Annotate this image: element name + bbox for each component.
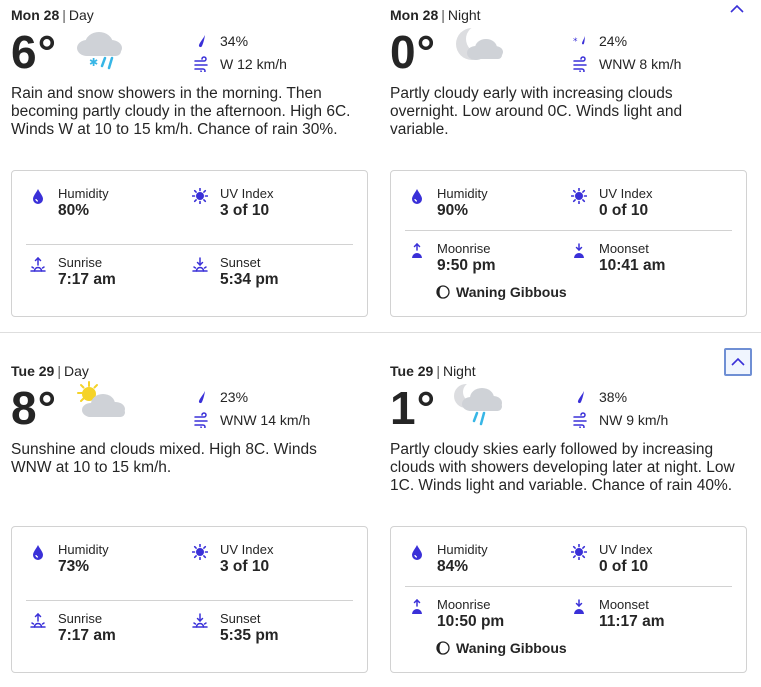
raindrop-icon	[194, 33, 210, 49]
day-block-tue-29	[0, 356, 761, 687]
uv-sun-icon	[571, 188, 587, 204]
date-label: Mon 28	[11, 7, 60, 23]
uv-sun-icon	[571, 544, 587, 560]
day-column	[11, 356, 371, 687]
period-header: Tue 29 | Night	[390, 363, 476, 379]
sunrise-icon	[30, 613, 46, 629]
night-column	[390, 356, 750, 687]
date-label: Tue 29	[11, 363, 55, 379]
sun-cloud-icon	[73, 380, 127, 428]
waning-gibbous-icon	[436, 285, 450, 299]
rain-snow-small-icon	[573, 33, 589, 49]
details-card	[390, 170, 747, 317]
humidity-icon	[30, 544, 46, 560]
uv-index: UV Index 0 of 10	[571, 186, 652, 220]
wind: WNW 14 km/h	[194, 412, 310, 428]
humidity-icon	[30, 188, 46, 204]
moon-cloud-rain-icon	[452, 380, 506, 428]
humidity-icon	[409, 544, 425, 560]
rain-chance: 34%	[194, 33, 248, 49]
uv-sun-icon	[192, 544, 208, 560]
forecast-description: Partly cloudy skies early followed by increasing clouds with showers developing later at night. Low 1C. Winds light and variable. Chance of rain 40%.	[390, 441, 735, 494]
moonset: Moonset 11:17 am	[571, 597, 665, 631]
raindrop-icon	[194, 389, 210, 405]
sunset-icon	[192, 257, 208, 273]
rain-chance: 23%	[194, 389, 248, 405]
moonset-icon	[571, 243, 587, 259]
sunrise-icon	[30, 257, 46, 273]
details-card	[390, 526, 747, 673]
collapse-button[interactable]	[724, 348, 752, 376]
moonset-icon	[571, 599, 587, 615]
wind: WNW 8 km/h	[573, 56, 681, 72]
moon-cloud-icon	[452, 24, 506, 72]
svg-text:✱: ✱	[89, 56, 99, 69]
wind: NW 9 km/h	[573, 412, 668, 428]
sunrise: Sunrise 7:17 am	[30, 611, 116, 645]
sunset-icon	[192, 613, 208, 629]
temperature: 6°	[11, 26, 57, 78]
raindrop-icon	[573, 389, 589, 405]
forecast-description: Partly cloudy early with increasing clouds overnight. Low around 0C. Winds light and variable.	[390, 85, 683, 138]
uv-index: UV Index 0 of 10	[571, 542, 652, 576]
humidity: Humidity 90%	[409, 186, 488, 220]
divider	[405, 586, 732, 587]
uv-sun-icon	[192, 188, 208, 204]
uv-index: UV Index 3 of 10	[192, 542, 273, 576]
period-label: Day	[68, 7, 94, 23]
period-header: Tue 29 | Day	[11, 363, 89, 379]
humidity: Humidity 73%	[30, 542, 109, 576]
period-label: Night	[442, 363, 476, 379]
forecast-description: Rain and snow showers in the morning. Then becoming partly cloudy in the afternoon. High 6C. Winds W at 10 to 15 km/h. Chance of rain 30%.	[11, 85, 351, 138]
divider	[26, 244, 353, 245]
divider	[26, 600, 353, 601]
divider	[405, 230, 732, 231]
temperature: 8°	[11, 382, 57, 434]
wind-icon	[573, 56, 589, 72]
moonrise: Moonrise 9:50 pm	[409, 241, 496, 275]
moonrise-icon	[409, 243, 425, 259]
sunrise: Sunrise 7:17 am	[30, 255, 116, 289]
moonrise-icon	[409, 599, 425, 615]
night-column	[390, 0, 750, 332]
wind-icon	[573, 412, 589, 428]
humidity: Humidity 84%	[409, 542, 488, 576]
sunset: Sunset 5:35 pm	[192, 611, 279, 645]
collapse-button[interactable]	[724, 0, 750, 22]
details-card	[11, 170, 368, 317]
sunset: Sunset 5:34 pm	[192, 255, 279, 289]
humidity-icon	[409, 188, 425, 204]
date-label: Mon 28	[390, 7, 439, 23]
chevron-up-icon	[730, 4, 744, 14]
day-column	[11, 0, 371, 332]
temperature: 0°	[390, 26, 436, 78]
moon-phase: Waning Gibbous	[436, 640, 567, 656]
uv-index: UV Index 3 of 10	[192, 186, 273, 220]
period-label: Night	[447, 7, 481, 23]
wind: W 12 km/h	[194, 56, 287, 72]
details-card	[11, 526, 368, 673]
wind-icon	[194, 56, 210, 72]
waning-gibbous-icon	[436, 641, 450, 655]
humidity: Humidity 80%	[30, 186, 109, 220]
date-label: Tue 29	[390, 363, 434, 379]
moonrise: Moonrise 10:50 pm	[409, 597, 504, 631]
moonset: Moonset 10:41 am	[571, 241, 665, 275]
wind-icon	[194, 412, 210, 428]
period-header: Mon 28 | Day	[11, 7, 94, 23]
period-header: Mon 28 | Night	[390, 7, 481, 23]
forecast-description: Sunshine and clouds mixed. High 8C. Winds WNW at 10 to 15 km/h.	[11, 441, 317, 476]
moon-phase: Waning Gibbous	[436, 284, 567, 300]
rain-chance: 38%	[573, 389, 627, 405]
svg-text:*: *	[573, 37, 578, 47]
rain-snow-icon	[73, 24, 127, 72]
temperature: 1°	[390, 382, 436, 434]
rain-chance: * 24%	[573, 33, 628, 49]
day-block-mon-28	[0, 0, 761, 333]
period-label: Day	[63, 363, 89, 379]
chevron-up-icon	[731, 357, 745, 367]
